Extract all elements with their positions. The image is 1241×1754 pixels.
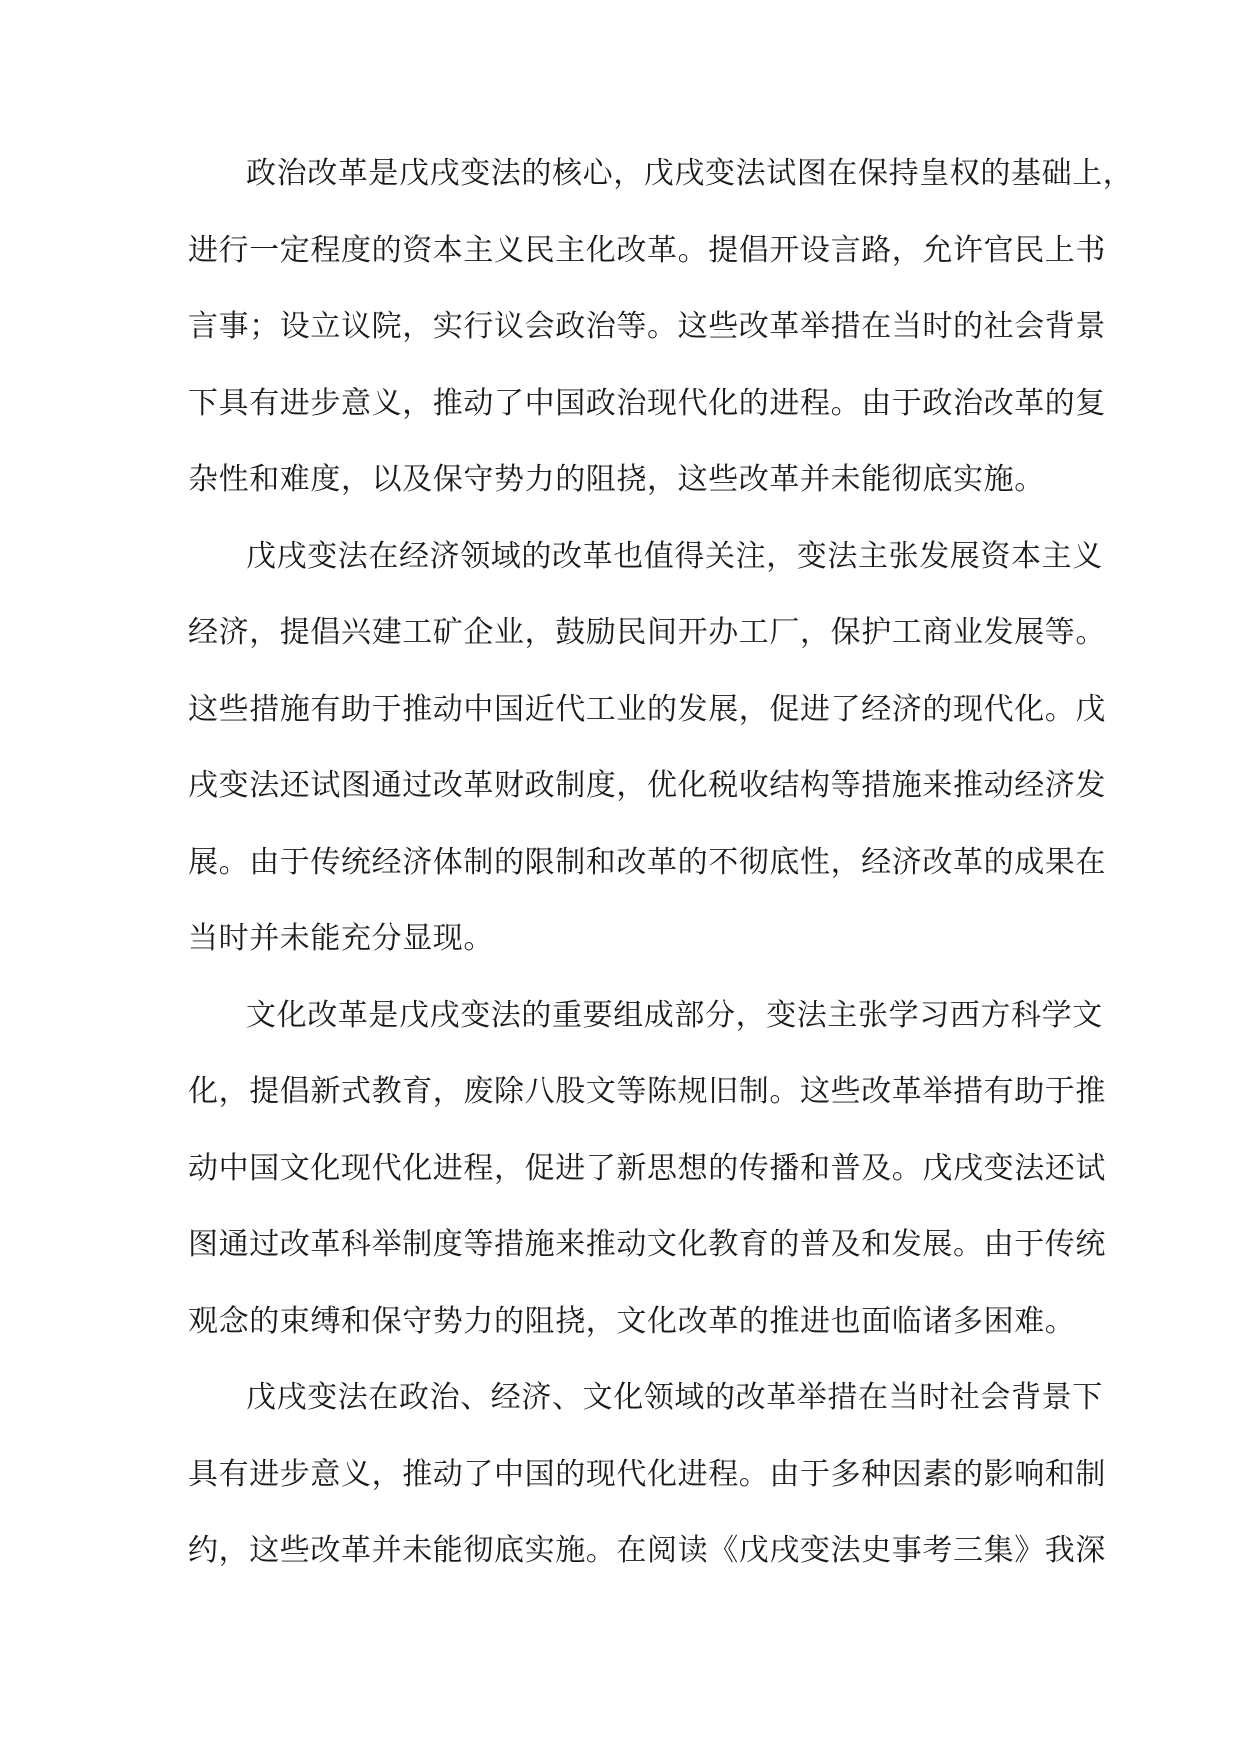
text-line: 化，提倡新式教育，废除八股文等陈规旧制。这些改革举措有助于推 bbox=[188, 1074, 1106, 1109]
text-line: 这些措施有助于推动中国近代工业的发展，促进了经济的现代化。戊 bbox=[188, 691, 1106, 727]
text-line: 戌变法还试图通过改革财政制度，优化税收结构等措施来推动经济发 bbox=[188, 768, 1106, 803]
text-line: 经济，提倡兴建工矿企业，鼓励民间开办工厂，保护工商业发展等。 bbox=[188, 615, 1106, 650]
text-line: 戊戌变法在经济领域的改革也值得关注，变法主张发展资本主义 bbox=[246, 538, 1103, 574]
text-line: 言事；设立议院，实行议会政治等。这些改革举措在当时的社会背景 bbox=[188, 309, 1106, 344]
paragraph-economic-reform bbox=[188, 519, 1106, 978]
text-line: 政治改革是戊戌变法的核心，戊戌变法试图在保持皇权的基础上， bbox=[246, 156, 1134, 191]
text-line: 动中国文化现代化进程，促进了新思想的传播和普及。戊戌变法还试 bbox=[188, 1150, 1106, 1186]
text-line: 展。由于传统经济体制的限制和改革的不彻底性，经济改革的成果在 bbox=[188, 844, 1106, 880]
text-line: 杂性和难度，以及保守势力的阻挠，这些改革并未能彻底实施。 bbox=[188, 462, 1045, 497]
text-line: 戊戌变法在政治、经济、文化领域的改革举措在当时社会背景下 bbox=[246, 1380, 1103, 1415]
paragraph-political-reform bbox=[188, 136, 1134, 519]
text-line: 具有进步意义，推动了中国的现代化进程。由于多种因素的影响和制 bbox=[188, 1456, 1106, 1492]
paragraph-summary bbox=[188, 1360, 1106, 1590]
paragraph-cultural-reform bbox=[188, 978, 1106, 1361]
text-line: 观念的束缚和保守势力的阻挠，文化改革的推进也面临诸多困难。 bbox=[188, 1303, 1076, 1339]
text-line: 当时并未能充分显现。 bbox=[188, 921, 494, 956]
text-line: 图通过改革科举制度等措施来推动文化教育的普及和发展。由于传统 bbox=[188, 1227, 1106, 1262]
text-line: 文化改革是戊戌变法的重要组成部分，变法主张学习西方科学文 bbox=[246, 997, 1103, 1033]
text-line: 约，这些改革并未能彻底实施。在阅读《戊戌变法史事考三集》我深 bbox=[188, 1533, 1106, 1568]
document-body bbox=[188, 136, 1134, 1590]
text-line: 下具有进步意义，推动了中国政治现代化的进程。由于政治改革的复 bbox=[188, 385, 1106, 421]
text-line: 进行一定程度的资本主义民主化改革。提倡开设言路，允许官民上书 bbox=[188, 232, 1106, 268]
